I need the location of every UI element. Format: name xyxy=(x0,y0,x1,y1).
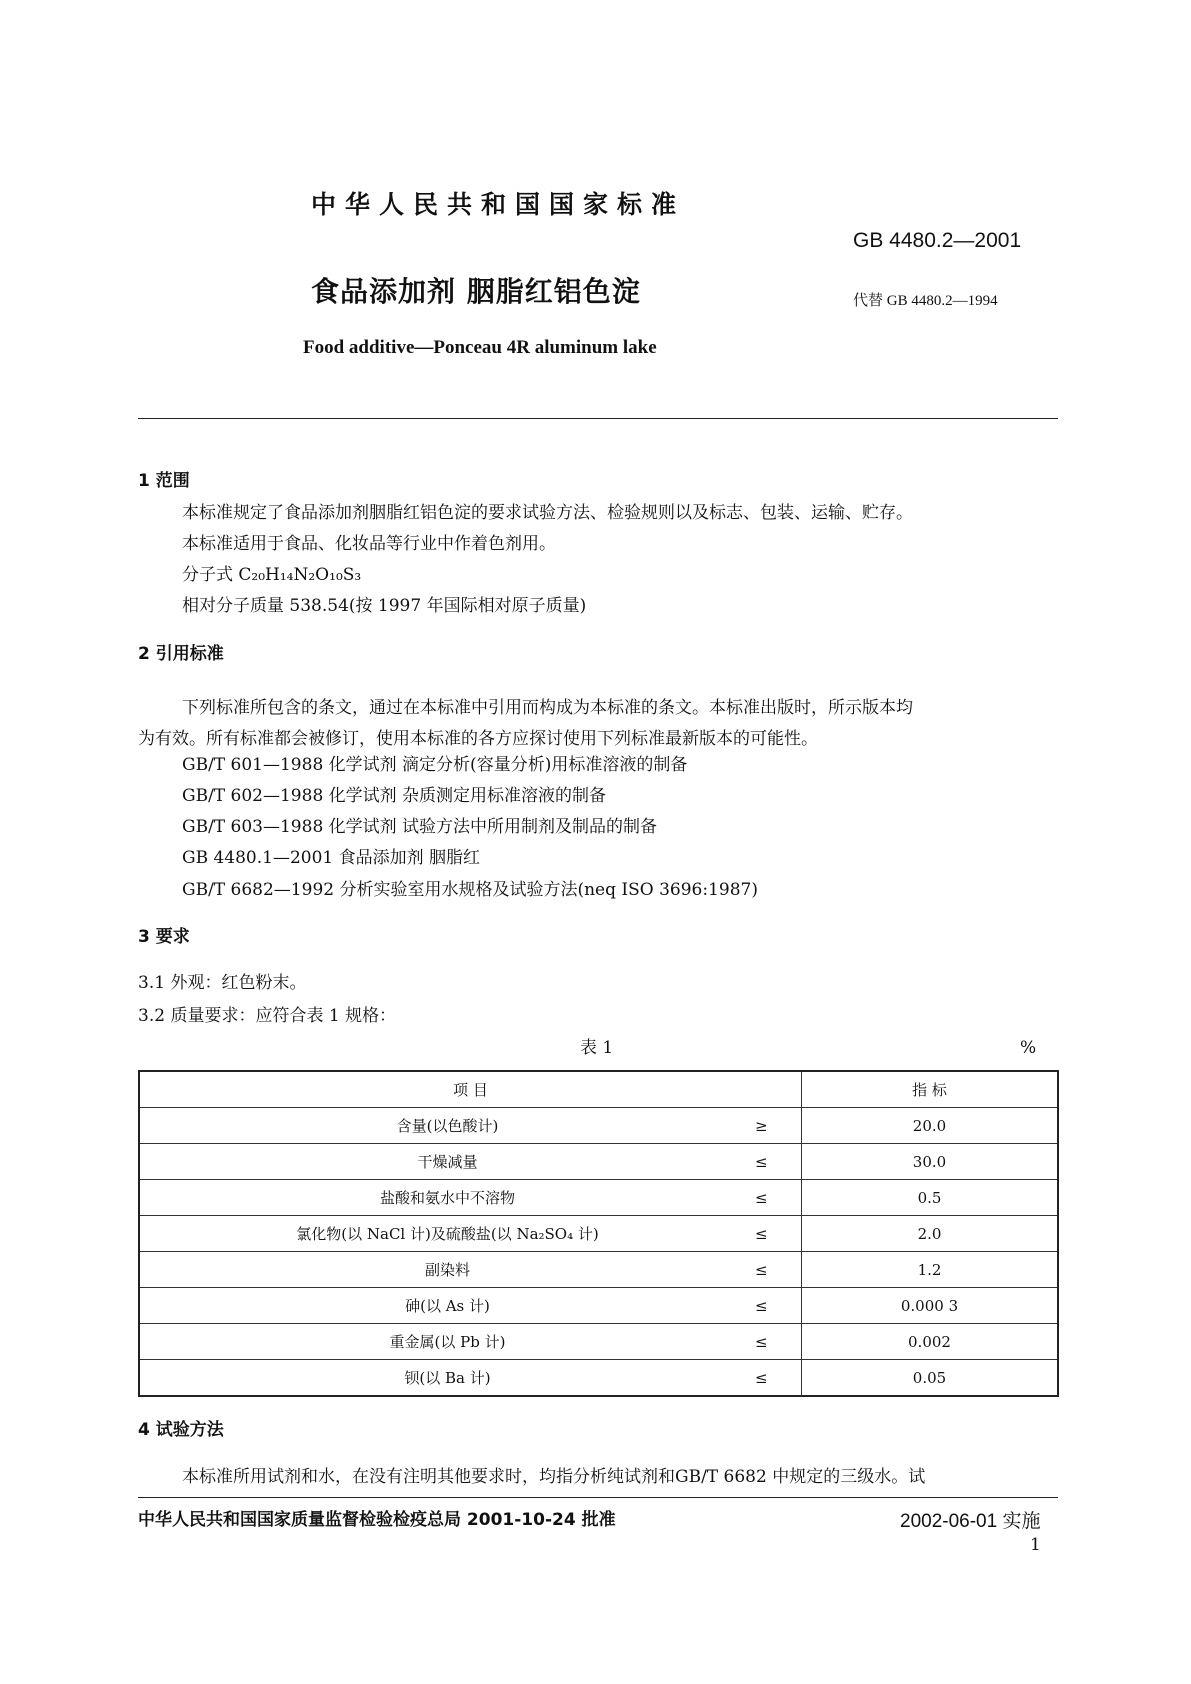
table-row xyxy=(139,1180,1058,1216)
reference-item: GB/T 602—1988 化学试剂 杂质测定用标准溶液的制备 xyxy=(182,786,607,806)
table-row xyxy=(139,1216,1058,1252)
value-cell: 0.05 xyxy=(802,1360,1059,1397)
value-cell: 1.2 xyxy=(802,1252,1059,1288)
value-cell: 0.002 xyxy=(802,1324,1059,1360)
clause-3-1: 3.1 外观：红色粉末。 xyxy=(138,973,307,993)
item-cell: 含量(以色酸计) xyxy=(139,1108,755,1144)
section-1-heading: 1 范围 xyxy=(138,471,190,491)
document-title: 食品添加剂 胭脂红铝色淀 xyxy=(311,275,641,308)
value-cell: 30.0 xyxy=(802,1144,1059,1180)
reference-item: GB/T 603—1988 化学试剂 试验方法中所用制剂及制品的制备 xyxy=(182,817,658,837)
replaces-note: 代替 GB 4480.2—1994 xyxy=(853,293,998,309)
header-item: 项 目 xyxy=(139,1071,802,1108)
item-cell: 重金属(以 Pb 计) xyxy=(139,1324,755,1360)
item-cell: 氯化物(以 NaCl 计)及硫酸盐(以 Na₂SO₄ 计) xyxy=(139,1216,755,1252)
table-row xyxy=(139,1144,1058,1180)
table-row xyxy=(139,1252,1058,1288)
reference-item: GB/T 601—1988 化学试剂 滴定分析(容量分析)用标准溶液的制备 xyxy=(182,755,688,775)
sign-cell: ≤ xyxy=(755,1180,802,1216)
section-2-heading: 2 引用标准 xyxy=(138,644,224,664)
table-row xyxy=(139,1360,1058,1397)
table-caption: 表 1 xyxy=(580,1038,614,1058)
section-3-heading: 3 要求 xyxy=(138,927,190,947)
section-4-heading: 4 试验方法 xyxy=(138,1420,224,1440)
effective-date: 2002-06-01 实施 xyxy=(900,1511,1041,1532)
sign-cell: ≤ xyxy=(755,1324,802,1360)
reference-item: GB/T 6682—1992 分析实验室用水规格及试验方法(neq ISO 3696:1987) xyxy=(182,880,758,900)
sign-cell: ≤ xyxy=(755,1216,802,1252)
footer-divider xyxy=(138,1497,1058,1498)
value-cell: 2.0 xyxy=(802,1216,1059,1252)
issuer: 中华人民共和国国家质量监督检验检疫总局 2001-10-24 批准 xyxy=(138,1510,616,1530)
page-number: 1 xyxy=(1030,1535,1041,1555)
item-cell: 副染料 xyxy=(139,1252,755,1288)
sign-cell: ≤ xyxy=(755,1252,802,1288)
section-2-line: 下列标准所包含的条文，通过在本标准中引用而构成为本标准的条文。本标准出版时，所示版本均 xyxy=(182,698,913,718)
item-cell: 钡(以 Ba 计) xyxy=(139,1360,755,1397)
sign-cell: ≤ xyxy=(755,1360,802,1397)
value-cell: 0.5 xyxy=(802,1180,1059,1216)
table-row xyxy=(139,1288,1058,1324)
table-row xyxy=(139,1108,1058,1144)
section-1-line: 分子式 C₂₀H₁₄N₂O₁₀S₃ xyxy=(182,565,362,585)
standard-code: GB 4480.2—2001 xyxy=(853,229,1022,252)
national-standard-heading: 中华人民共和国国家标准 xyxy=(311,190,686,219)
section-1-line: 相对分子质量 538.54(按 1997 年国际相对原子质量) xyxy=(182,596,587,616)
sign-cell: ≤ xyxy=(755,1144,802,1180)
sign-cell: ≥ xyxy=(755,1108,802,1144)
table-row xyxy=(139,1324,1058,1360)
table-header-row xyxy=(139,1071,1058,1108)
sign-cell: ≤ xyxy=(755,1288,802,1324)
section-2-line: 为有效。所有标准都会被修订，使用本标准的各方应探讨使用下列标准最新版本的可能性。 xyxy=(138,729,818,749)
item-cell: 干燥减量 xyxy=(139,1144,755,1180)
section-1-line: 本标准规定了食品添加剂胭脂红铝色淀的要求试验方法、检验规则以及标志、包装、运输、贮存。 xyxy=(182,503,913,523)
section-4-line: 本标准所用试剂和水，在没有注明其他要求时，均指分析纯试剂和GB/T 6682 中规定的三级水。试 xyxy=(182,1467,926,1487)
value-cell: 20.0 xyxy=(802,1108,1059,1144)
value-cell: 0.000 3 xyxy=(802,1288,1059,1324)
header-divider xyxy=(138,418,1058,419)
table-unit: % xyxy=(1020,1038,1037,1058)
item-cell: 盐酸和氨水中不溶物 xyxy=(139,1180,755,1216)
clause-3-2: 3.2 质量要求：应符合表 1 规格： xyxy=(138,1006,397,1026)
header-value: 指 标 xyxy=(802,1071,1059,1108)
item-cell: 砷(以 As 计) xyxy=(139,1288,755,1324)
quality-requirements-table xyxy=(138,1070,1059,1397)
section-1-line: 本标准适用于食品、化妆品等行业中作着色剂用。 xyxy=(182,534,556,554)
reference-item: GB 4480.1—2001 食品添加剂 胭脂红 xyxy=(182,848,481,868)
english-title: Food additive—Ponceau 4R aluminum lake xyxy=(303,337,657,358)
